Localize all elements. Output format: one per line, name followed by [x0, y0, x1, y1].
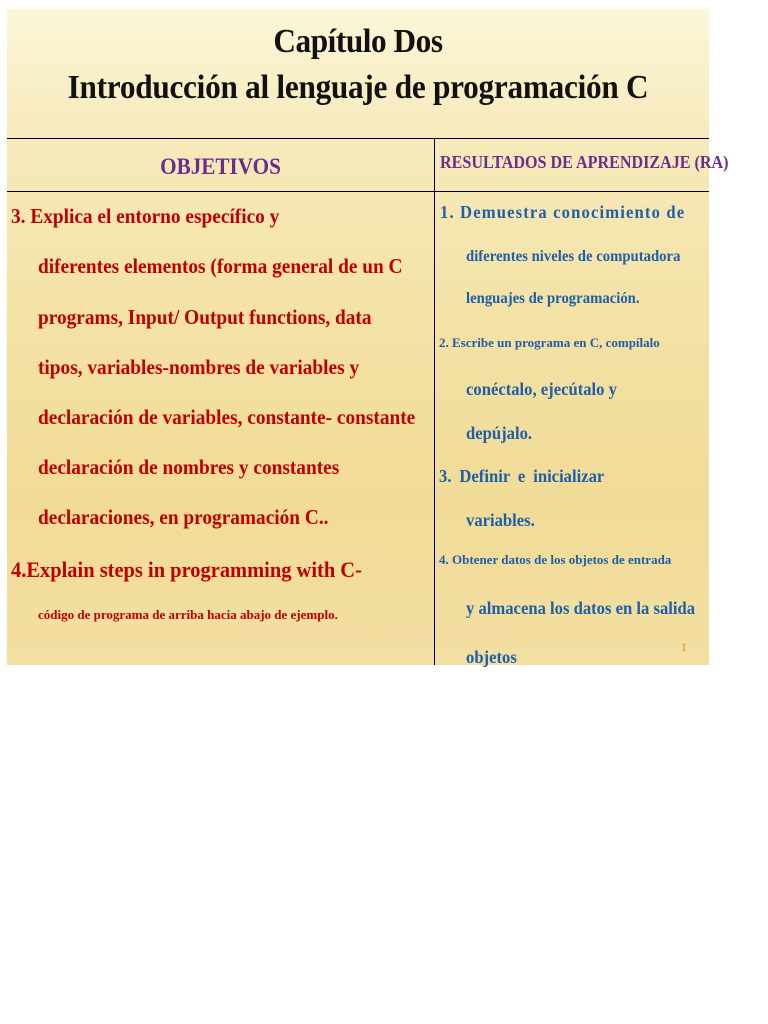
outcome-1-line: 1. Demuestra conocimiento de [440, 202, 686, 222]
outcome-2-line: depújalo. [466, 423, 533, 443]
objective-3-line: 3. Explica el entorno específico y [11, 204, 280, 228]
objective-3-line: declaración de variables, constante- constante [38, 405, 416, 429]
objective-3-line: programs, Input/ Output functions, data [38, 305, 372, 329]
outcome-1-line: diferentes niveles de computadora [466, 248, 681, 265]
outcome-3-line: 3. Definir e inicializar [439, 466, 605, 486]
page-number: 1 [681, 640, 687, 654]
table-top-rule [7, 138, 709, 139]
slide-title [7, 19, 709, 111]
outcomes-header: RESULTADOS DE APRENDIZAJE (RA) [440, 152, 729, 172]
objective-3-line: tipos, variables-nombres de variables y [38, 355, 360, 379]
outcome-3-line: variables. [466, 510, 535, 530]
outcome-1-line: lenguajes de programación. [466, 290, 640, 307]
slide [7, 9, 729, 667]
table-header-rule [7, 191, 709, 192]
outcome-4-line: 4. Obtener datos de los objetos de entrada [439, 552, 672, 567]
table-column-divider [434, 138, 435, 665]
objectives-header: OBJETIVOS [160, 154, 281, 179]
outcome-4-line: y almacena los datos en la salida [466, 598, 696, 618]
objective-4-detail: código de programa de arriba hacia abajo de ejemplo. [38, 607, 338, 622]
objective-3-line: diferentes elementos (forma general de un C [38, 254, 403, 278]
chapter-subtitle: Introducción al lenguaje de programación C [67, 69, 649, 106]
objective-4-heading: 4.Explain steps in programming with C- [11, 557, 362, 582]
chapter-title: Capítulo Dos [273, 23, 443, 60]
outcome-2-line: 2. Escribe un programa en C, compílalo [439, 335, 660, 350]
outcome-2-line: conéctalo, ejecútalo y [466, 379, 617, 399]
objective-3-line: declaración de nombres y constantes [38, 455, 340, 479]
objective-3-line: declaraciones, en programación C.. [38, 505, 329, 529]
outcome-4-line: objetos [466, 647, 517, 667]
